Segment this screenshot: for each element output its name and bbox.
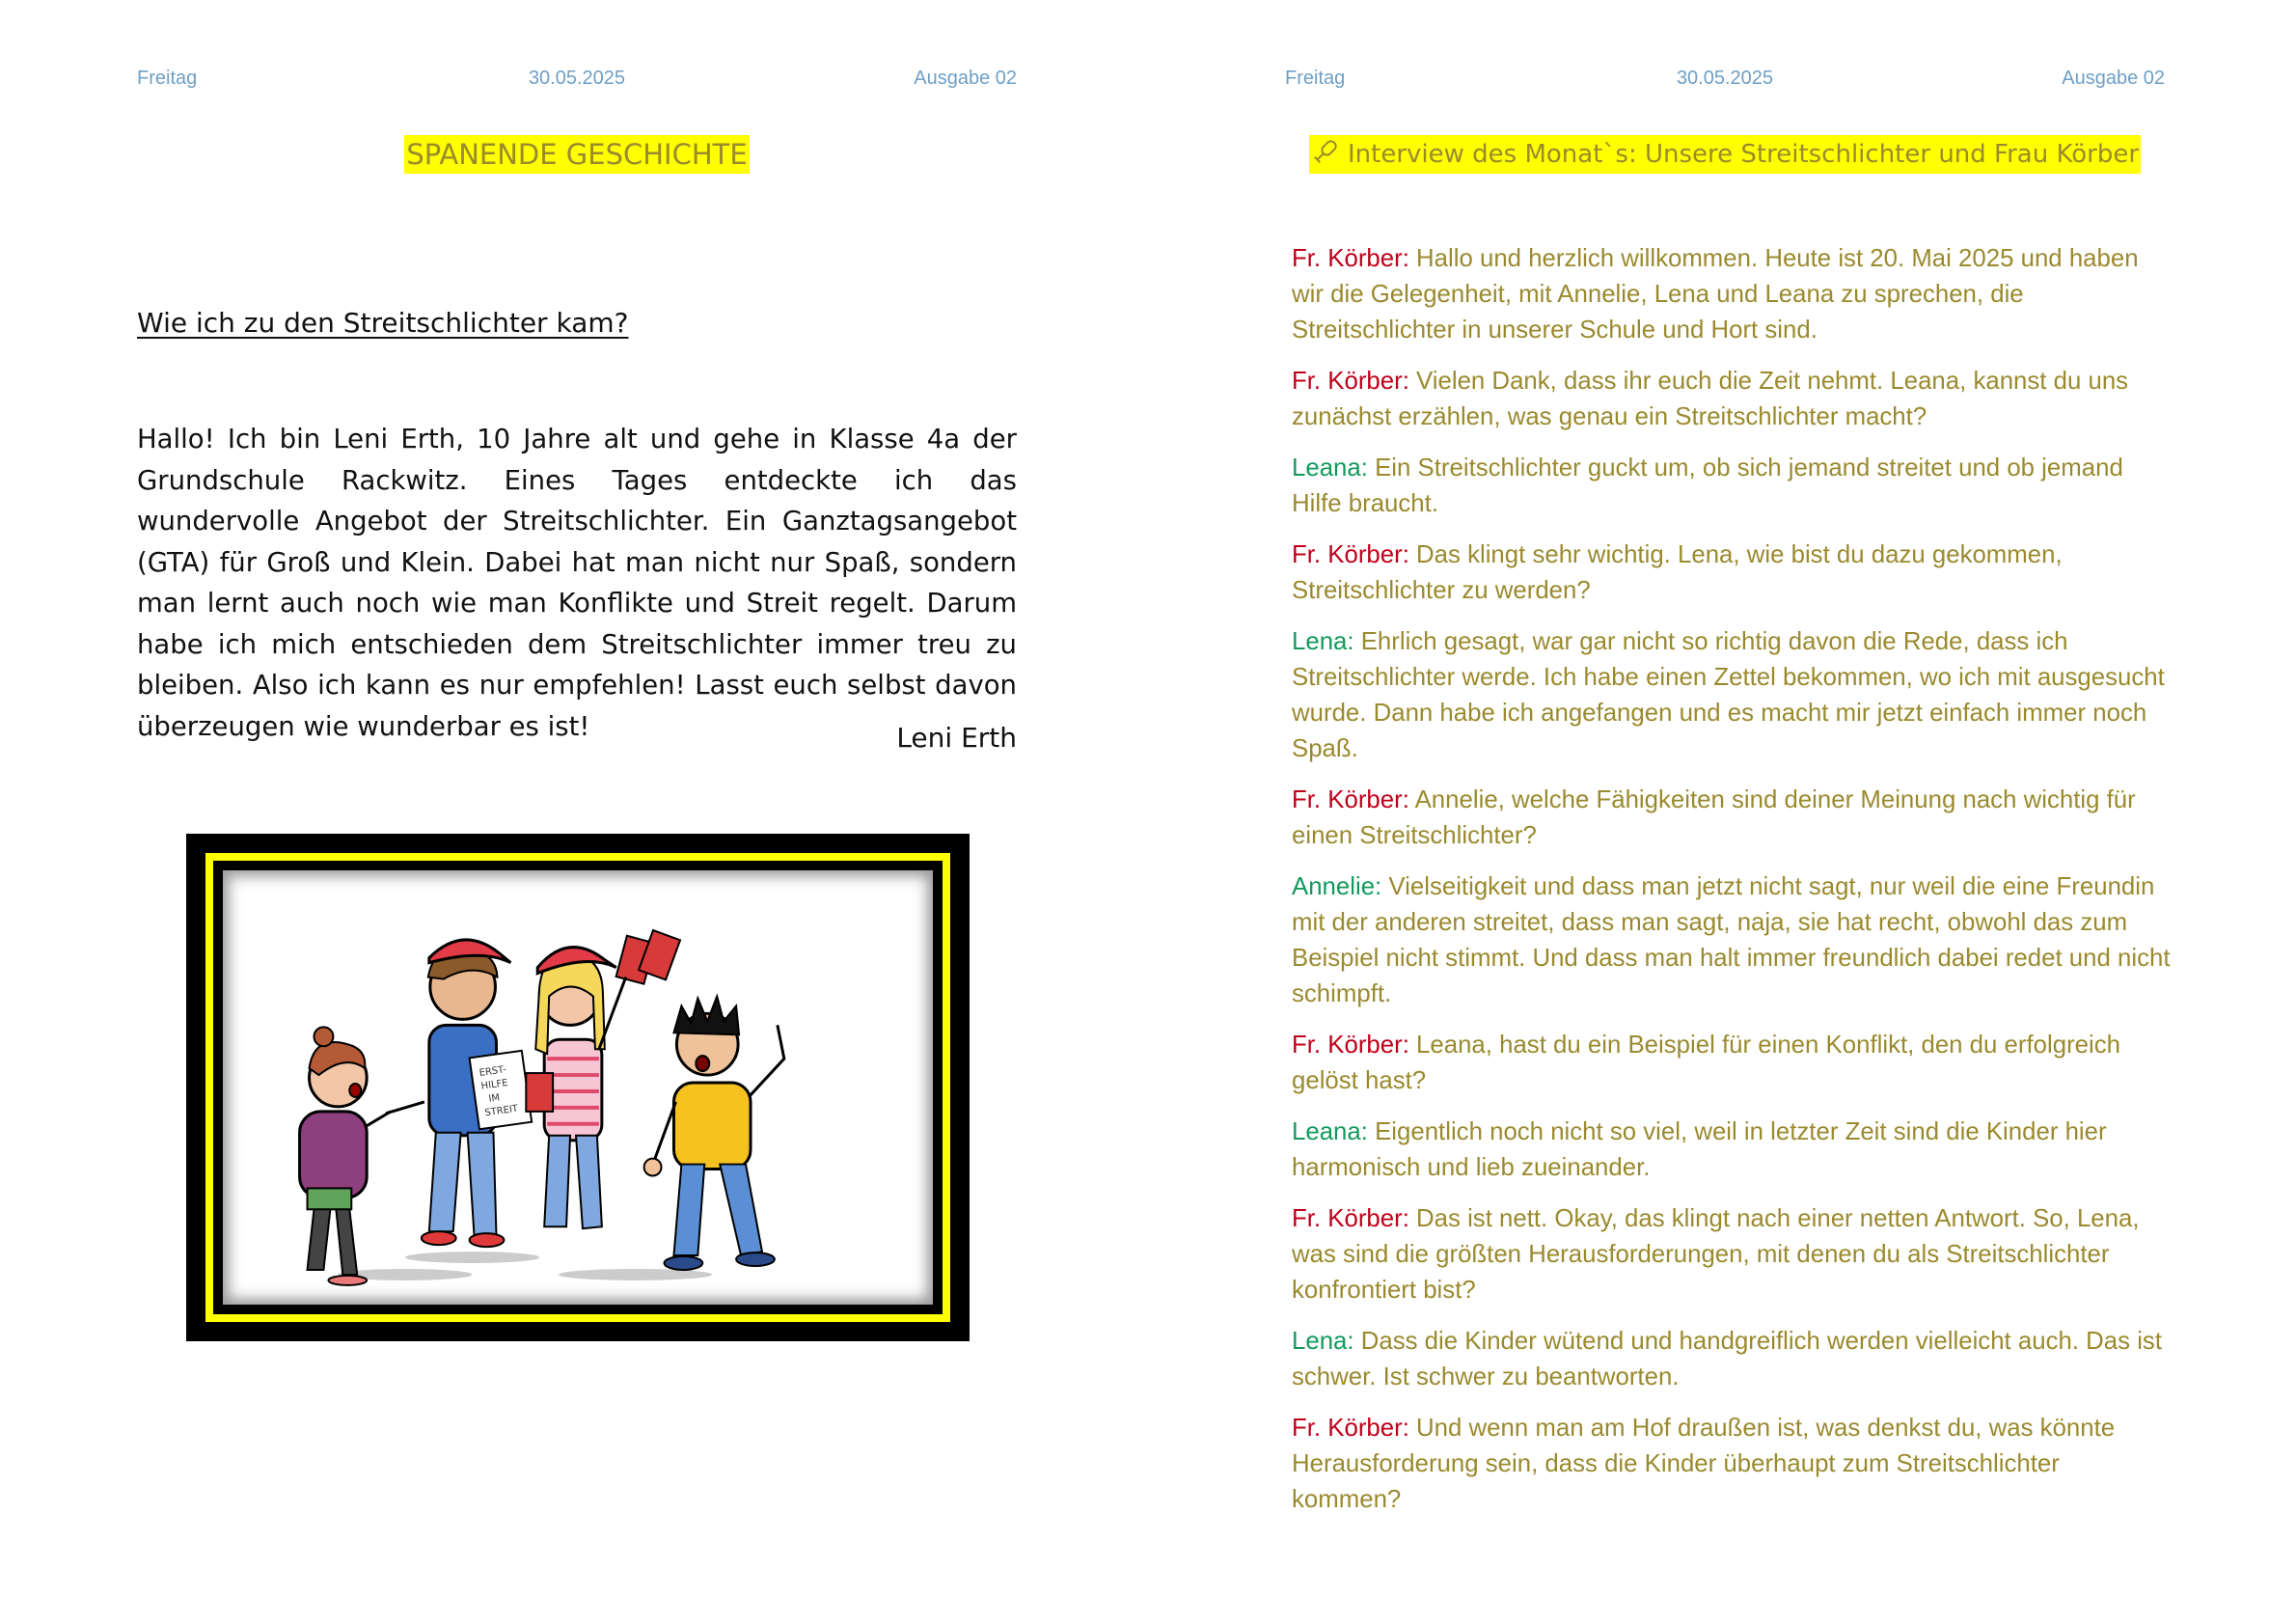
illustration-yellow-frame <box>205 853 950 1322</box>
microphone-icon <box>1311 137 1340 166</box>
interview-turn <box>1292 869 2172 1012</box>
article-heading: Wie ich zu den Streitschlichter kam? <box>137 307 629 339</box>
speaker-label: Fr. Körber: <box>1292 786 1409 813</box>
svg-text:HILFE: HILFE <box>480 1078 509 1092</box>
interview-turn <box>1292 624 2172 767</box>
speech-text: Dass die Kinder wütend und handgreiflich werden vielleicht auch. Das ist schwer. Ist schwer zu beantworten. <box>1292 1328 2162 1390</box>
page-header <box>137 68 1017 96</box>
interview-turn <box>1292 1324 2172 1395</box>
speaker-label: Leana: <box>1292 454 1368 482</box>
interview-turn <box>1292 1028 2172 1099</box>
section-title: SPANENDE GESCHICHTE <box>404 135 749 174</box>
svg-text:ERST-: ERST- <box>478 1064 507 1079</box>
speaker-label: Fr. Körber: <box>1292 368 1409 395</box>
interview-turn <box>1292 783 2172 854</box>
svg-text:STREIT: STREIT <box>483 1103 519 1119</box>
illustration-canvas <box>223 870 933 1305</box>
interview-title-text: Interview des Monat`s: Unsere Streitschlichter und Frau Körber <box>1347 140 2140 169</box>
first-aid-sign <box>470 1051 533 1129</box>
interview-turn <box>1292 241 2172 348</box>
speaker-label: Fr. Körber: <box>1292 1415 1409 1442</box>
svg-text:IM: IM <box>487 1092 501 1105</box>
header-date: 30.05.2025 <box>528 68 626 89</box>
interview-turn <box>1292 1411 2172 1518</box>
cartoon-children-drawing <box>223 870 933 1305</box>
streitschlichter-illustration <box>186 834 970 1341</box>
speech-text: Leana, hast du ein Beispiel für einen Konflikt, den du erfolgreich gelöst hast? <box>1292 1032 2120 1094</box>
article-author: Leni Erth <box>896 722 1017 754</box>
speech-text: Vielen Dank, dass ihr euch die Zeit nehmt. Leana, kannst du uns zunächst erzählen, was genau ein Streitschlichter macht? <box>1292 368 2129 430</box>
speech-text: Und wenn man am Hof draußen ist, was denkst du, was könnte Herausforderung sein, dass die Kinder überhaupt zum Streitschlichter kommen? <box>1292 1415 2116 1513</box>
right-page <box>1148 0 2296 1624</box>
speaker-label: Fr. Körber: <box>1292 1032 1409 1059</box>
speech-text: Ehrlich gesagt, war gar nicht so richtig davon die Rede, dass ich Streitschlichter werde. Ich habe einen Zettel bekommen, wo ich mit ausgesucht wurde. Dann habe ich angefangen und es macht mir jetzt einfach immer noch Spaß. <box>1292 628 2165 762</box>
speech-text: Hallo und herzlich willkommen. Heute ist 20. Mai 2025 und haben wir die Gelegenheit, mit Annelie, Lena und Leana zu sprechen, die Streitschlichter in unserer Schule und Hort sind. <box>1292 245 2139 344</box>
speaker-label: Fr. Körber: <box>1292 245 1409 272</box>
header-day: Freitag <box>137 68 198 89</box>
speaker-label: Lena: <box>1292 628 1354 655</box>
speaker-label: Fr. Körber: <box>1292 541 1409 568</box>
girl-purple-figure <box>300 1027 391 1285</box>
interview-turn <box>1292 364 2172 435</box>
header-issue: Ausgabe 02 <box>2062 68 2165 89</box>
header-day: Freitag <box>1285 68 1346 89</box>
speaker-label: Leana: <box>1292 1118 1368 1145</box>
girl-blonde-figure <box>526 930 680 1228</box>
speaker-label: Lena: <box>1292 1328 1354 1355</box>
interview-turn <box>1292 537 2172 609</box>
speaker-label: Annelie: <box>1292 873 1382 900</box>
boy-blue-figure <box>386 940 532 1247</box>
article-body: Hallo! Ich bin Leni Erth, 10 Jahre alt und gehe in Klasse 4a der Grundschule Rackwitz. Eines Tages entdeckte ich das wundervolle Angebot der Streitschlichter. Ein Ganztagsangebot (GTA) für Groß und Klein. Dabei hat man nicht nur Spaß, sondern man lernt auch noch wie man Konflikte und Streit regelt. Darum habe ich mich entschieden dem Streitschlichter immer treu zu bleiben. Also ich kann es nur empfehlen! Lasst euch selbst davon überzeugen wie wunderbar es ist! <box>137 424 1017 742</box>
section-title-wrap <box>137 135 1017 174</box>
interview-turn <box>1292 451 2172 522</box>
section-title-wrap <box>1285 135 2165 174</box>
interview-turn <box>1292 1201 2172 1308</box>
speaker-label: Fr. Körber: <box>1292 1205 1409 1232</box>
speech-text: Vielseitigkeit und dass man jetzt nicht sagt, nur weil die eine Freundin mit der anderen streitet, dass man sagt, naja, sie hat recht, obwohl das zum Beispiel nicht stimmt. Und dass man halt immer freundlich dabei redet und nicht schimpft. <box>1292 873 2171 1007</box>
interview-transcript <box>1292 241 2172 1533</box>
boy-yellow-figure <box>644 997 784 1270</box>
speech-text: Das klingt sehr wichtig. Lena, wie bist du dazu gekommen, Streitschlichter zu werden? <box>1292 541 2063 604</box>
interview-turn <box>1292 1115 2172 1186</box>
interview-title <box>1309 135 2141 174</box>
speech-text: Ein Streitschlichter guckt um, ob sich jemand streitet und ob jemand Hilfe braucht. <box>1292 454 2123 517</box>
header-date: 30.05.2025 <box>1676 68 1774 89</box>
speech-text: Das ist nett. Okay, das klingt nach einer netten Antwort. So, Lena, was sind die größten Herausforderungen, mit denen du als Streitschlichter konfrontiert bist? <box>1292 1205 2140 1304</box>
speech-text: Annelie, welche Fähigkeiten sind deiner Meinung nach wichtig für einen Streitschlichter? <box>1292 786 2136 849</box>
speech-text: Eigentlich noch nicht so viel, weil in letzter Zeit sind die Kinder hier harmonisch und lieb zueinander. <box>1292 1118 2107 1181</box>
header-issue: Ausgabe 02 <box>914 68 1017 89</box>
page-header <box>1285 68 2165 96</box>
